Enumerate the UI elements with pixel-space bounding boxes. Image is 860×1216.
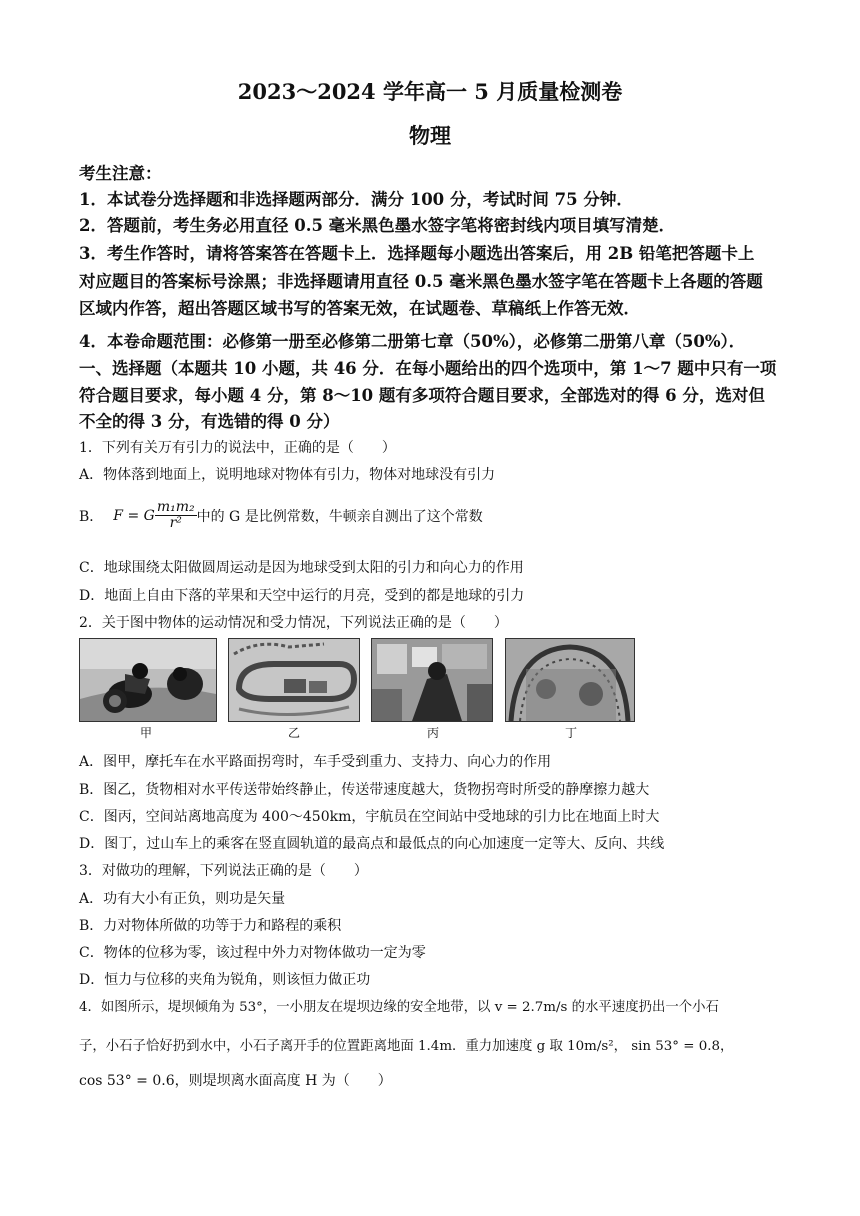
q2-image-motorcycle [79, 638, 217, 722]
exam-title: 2023～2024 学年高一 5 月质量检测卷 [237, 79, 623, 104]
q1-formula-lhs: F = G [113, 507, 155, 524]
q2-option-b: B．图乙，货物相对水平传送带始终静止，传送带速度越大，货物拐弯时所受的静摩擦力越大 [79, 782, 650, 798]
q1-stem: 1．下列有关万有引力的说法中，正确的是（ ） [79, 440, 396, 456]
q1-option-b-suffix: 中的 G 是比例常数，牛顿亲自测出了这个常数 [196, 508, 483, 525]
q1-option-c: C．地球围绕太阳做圆周运动是因为地球受到太阳的引力和向心力的作用 [79, 560, 524, 576]
q2-image-label-ding: 丁 [565, 726, 578, 740]
q3-stem: 3．对做功的理解，下列说法正确的是（ ） [79, 863, 368, 879]
q2-option-c: C．图丙，空间站离地高度为 400～450km，宇航员在空间站中受地球的引力比在地面上时大 [79, 809, 660, 825]
q3-option-b: B．力对物体所做的功等于力和路程的乘积 [79, 918, 342, 934]
q2-option-a: A．图甲，摩托车在水平路面拐弯时，车手受到重力、支持力、向心力的作用 [79, 754, 552, 770]
q2-image-space-station [371, 638, 493, 722]
notice-item-3-cont-2: 区域内作答，超出答题区域书写的答案无效，在试题卷、草稿纸上作答无效． [79, 299, 640, 318]
q3-option-c: C．物体的位移为零，该过程中外力对物体做功一定为零 [79, 945, 426, 961]
q1-formula-denominator: r² [169, 515, 182, 531]
q2-image-label-yi: 乙 [288, 726, 301, 740]
q1-option-d: D．地面上自由下落的苹果和天空中运行的月亮，受到的都是地球的引力 [79, 588, 525, 604]
exam-subject: 物理 [409, 123, 451, 148]
q2-image-conveyor [228, 638, 360, 722]
q2-image-label-bing: 丙 [427, 726, 440, 740]
q1-option-b-prefix: B． [79, 508, 104, 525]
section-line-1: 一、选择题（本题共 10 小题，共 46 分．在每小题给出的四个选项中，第 1～7 题中只有一项 [79, 359, 777, 378]
q2-stem: 2．关于图中物体的运动情况和受力情况，下列说法正确的是（ ） [79, 615, 508, 631]
notice-item-3-cont-1: 对应题目的答案标号涂黑；非选择题请用直径 0.5 毫米黑色墨水签字笔在答题卡上各题的答题 [79, 272, 763, 291]
notice-item-4: 4．本卷命题范围：必修第一册至必修第二册第七章（50%），必修第二册第八章（50%）． [79, 332, 746, 351]
section-line-2: 符合题目要求，每小题 4 分，第 8～10 题有多项符合题目要求，全部选对的得 6 分，选对但 [79, 386, 765, 405]
notice-item-1: 1．本试卷分选择题和非选择题两部分．满分 100 分，考试时间 75 分钟． [79, 190, 633, 209]
q1-option-b [79, 500, 483, 531]
q3-option-d: D．恒力与位移的夹角为锐角，则该恒力做正功 [79, 972, 371, 988]
q3-option-a: A．功有大小有正负，则功是矢量 [79, 891, 286, 907]
q4-line-3: cos 53° = 0.6，则堤坝离水面高度 H 为（ ） [79, 1073, 392, 1089]
q2-option-d: D．图丁，过山车上的乘客在竖直圆轨道的最高点和最低点的向心加速度一定等大、反向、共线 [79, 836, 665, 852]
q1-option-a: A．物体落到地面上，说明地球对物体有引力，物体对地球没有引力 [79, 467, 496, 483]
q4-line-1: 4．如图所示，堤坝倾角为 53°，一小朋友在堤坝边缘的安全地带，以 v = 2.7m/s 的水平速度扔出一个小石 [79, 1000, 719, 1015]
q2-image-roller-coaster [505, 638, 635, 722]
notice-heading: 考生注意： [79, 164, 162, 183]
q4-line-2: 子，小石子恰好扔到水中，小石子离开手的位置距离地面 1.4m．重力加速度 g 取 10m/s²， sin 53° = 0.8， [79, 1039, 734, 1054]
q1-formula-fraction [155, 500, 197, 531]
notice-item-2: 2．答题前，考生务必用直径 0.5 毫米黑色墨水签字笔将密封线内项目填写清楚． [79, 216, 676, 235]
q2-image-label-jia: 甲 [140, 726, 153, 740]
q1-formula-numerator: m₁m₂ [156, 499, 195, 515]
section-line-3: 不全的得 3 分，有选错的得 0 分） [79, 412, 340, 431]
notice-item-3: 3．考生作答时，请将答案答在答题卡上．选择题每小题选出答案后，用 2B 铅笔把答题卡上 [79, 244, 755, 263]
